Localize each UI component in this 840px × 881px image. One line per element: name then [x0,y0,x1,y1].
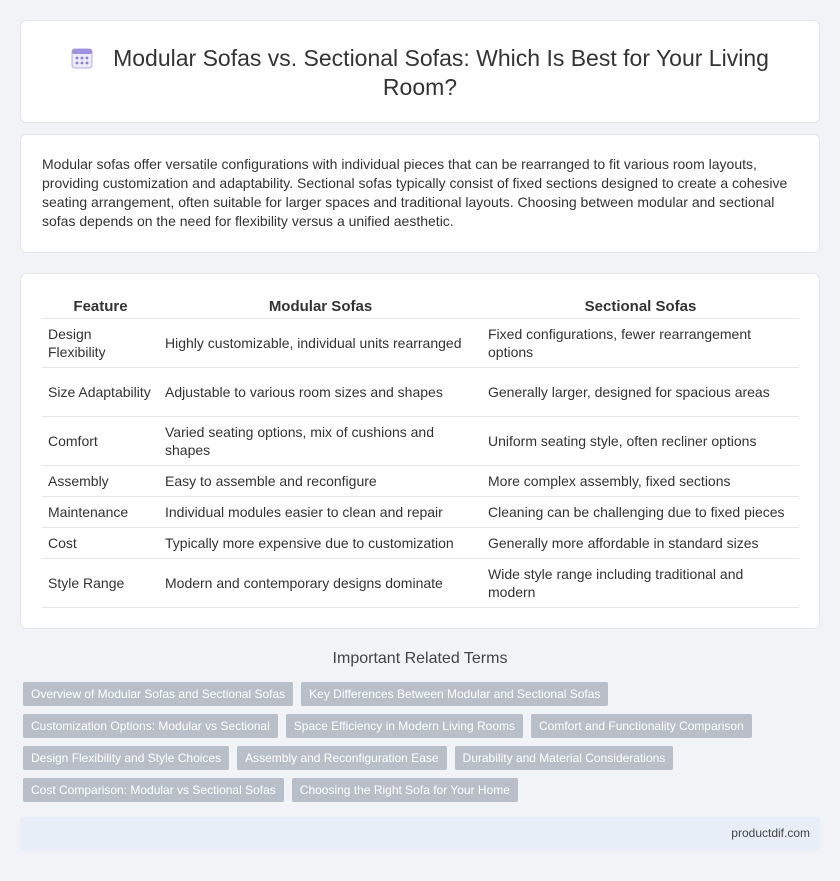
page-title-text: Modular Sofas vs. Sectional Sofas: Which Is Best for Your Living Room? [113,45,769,100]
table-row [42,368,799,417]
feature-cell: Design Flexibility [42,319,159,368]
header-modular: Modular Sofas [159,296,482,319]
sectional-cell: Cleaning can be challenging due to fixed pieces [482,497,799,528]
modular-cell: Varied seating options, mix of cushions and shapes [159,417,482,466]
table-header-row [42,296,799,319]
intro-paragraph: Modular sofas offer versatile configurations with individual pieces that can be rearranged to fit various room layouts, providing customization and adaptability. Sectional sofas typically consist of fixed sections designed to create a cohesive seating arrangement, often suitable for larger spaces and traditional layouts. Choosing between modular and sectional sofas depends on the need for flexibility versus a unified aesthetic. [42,156,788,229]
sectional-cell: Generally larger, designed for spacious areas [482,368,799,417]
table-row [42,559,799,608]
calendar-grid-icon [71,47,93,69]
sectional-cell: Wide style range including traditional and modern [482,559,799,608]
related-term-link[interactable]: Cost Comparison: Modular vs Sectional Sofas [23,778,284,802]
sectional-cell: Fixed configurations, fewer rearrangement options [482,319,799,368]
related-term-link[interactable]: Key Differences Between Modular and Sectional Sofas [301,682,608,706]
table-row [42,466,799,497]
intro-card [20,134,820,253]
tag-row [23,714,803,738]
title-card [20,20,820,123]
page-title [51,44,789,102]
related-term-link[interactable]: Choosing the Right Sofa for Your Home [292,778,518,802]
table-row [42,319,799,368]
related-term-link[interactable]: Overview of Modular Sofas and Sectional Sofas [23,682,293,706]
tag-row [23,682,803,706]
modular-cell: Typically more expensive due to customization [159,528,482,559]
feature-cell: Size Adaptability [42,368,159,417]
feature-cell: Style Range [42,559,159,608]
feature-cell: Comfort [42,417,159,466]
related-term-link[interactable]: Comfort and Functionality Comparison [531,714,752,738]
sectional-cell: Uniform seating style, often recliner options [482,417,799,466]
modular-cell: Modern and contemporary designs dominate [159,559,482,608]
table-row [42,417,799,466]
header-sectional: Sectional Sofas [482,296,799,319]
comparison-table [42,296,799,608]
sectional-cell: Generally more affordable in standard sizes [482,528,799,559]
related-term-link[interactable]: Customization Options: Modular vs Sectional [23,714,278,738]
modular-cell: Adjustable to various room sizes and shapes [159,368,482,417]
related-terms-title: Important Related Terms [332,650,508,667]
related-terms-list [23,682,803,810]
header-feature: Feature [42,296,159,319]
footer [20,817,820,851]
related-term-link[interactable]: Durability and Material Considerations [455,746,674,770]
related-term-link[interactable]: Design Flexibility and Style Choices [23,746,229,770]
modular-cell: Highly customizable, individual units rearranged [159,319,482,368]
sectional-cell: More complex assembly, fixed sections [482,466,799,497]
related-term-link[interactable]: Space Efficiency in Modern Living Rooms [286,714,523,738]
feature-cell: Maintenance [42,497,159,528]
site-name: productdif.com [731,826,810,840]
feature-cell: Cost [42,528,159,559]
related-term-link[interactable]: Assembly and Reconfiguration Ease [237,746,446,770]
modular-cell: Easy to assemble and reconfigure [159,466,482,497]
tag-row [23,778,803,802]
comparison-card [20,273,820,629]
table-row [42,497,799,528]
modular-cell: Individual modules easier to clean and repair [159,497,482,528]
feature-cell: Assembly [42,466,159,497]
table-row [42,528,799,559]
tag-row [23,746,803,770]
title-wrap [21,44,819,102]
